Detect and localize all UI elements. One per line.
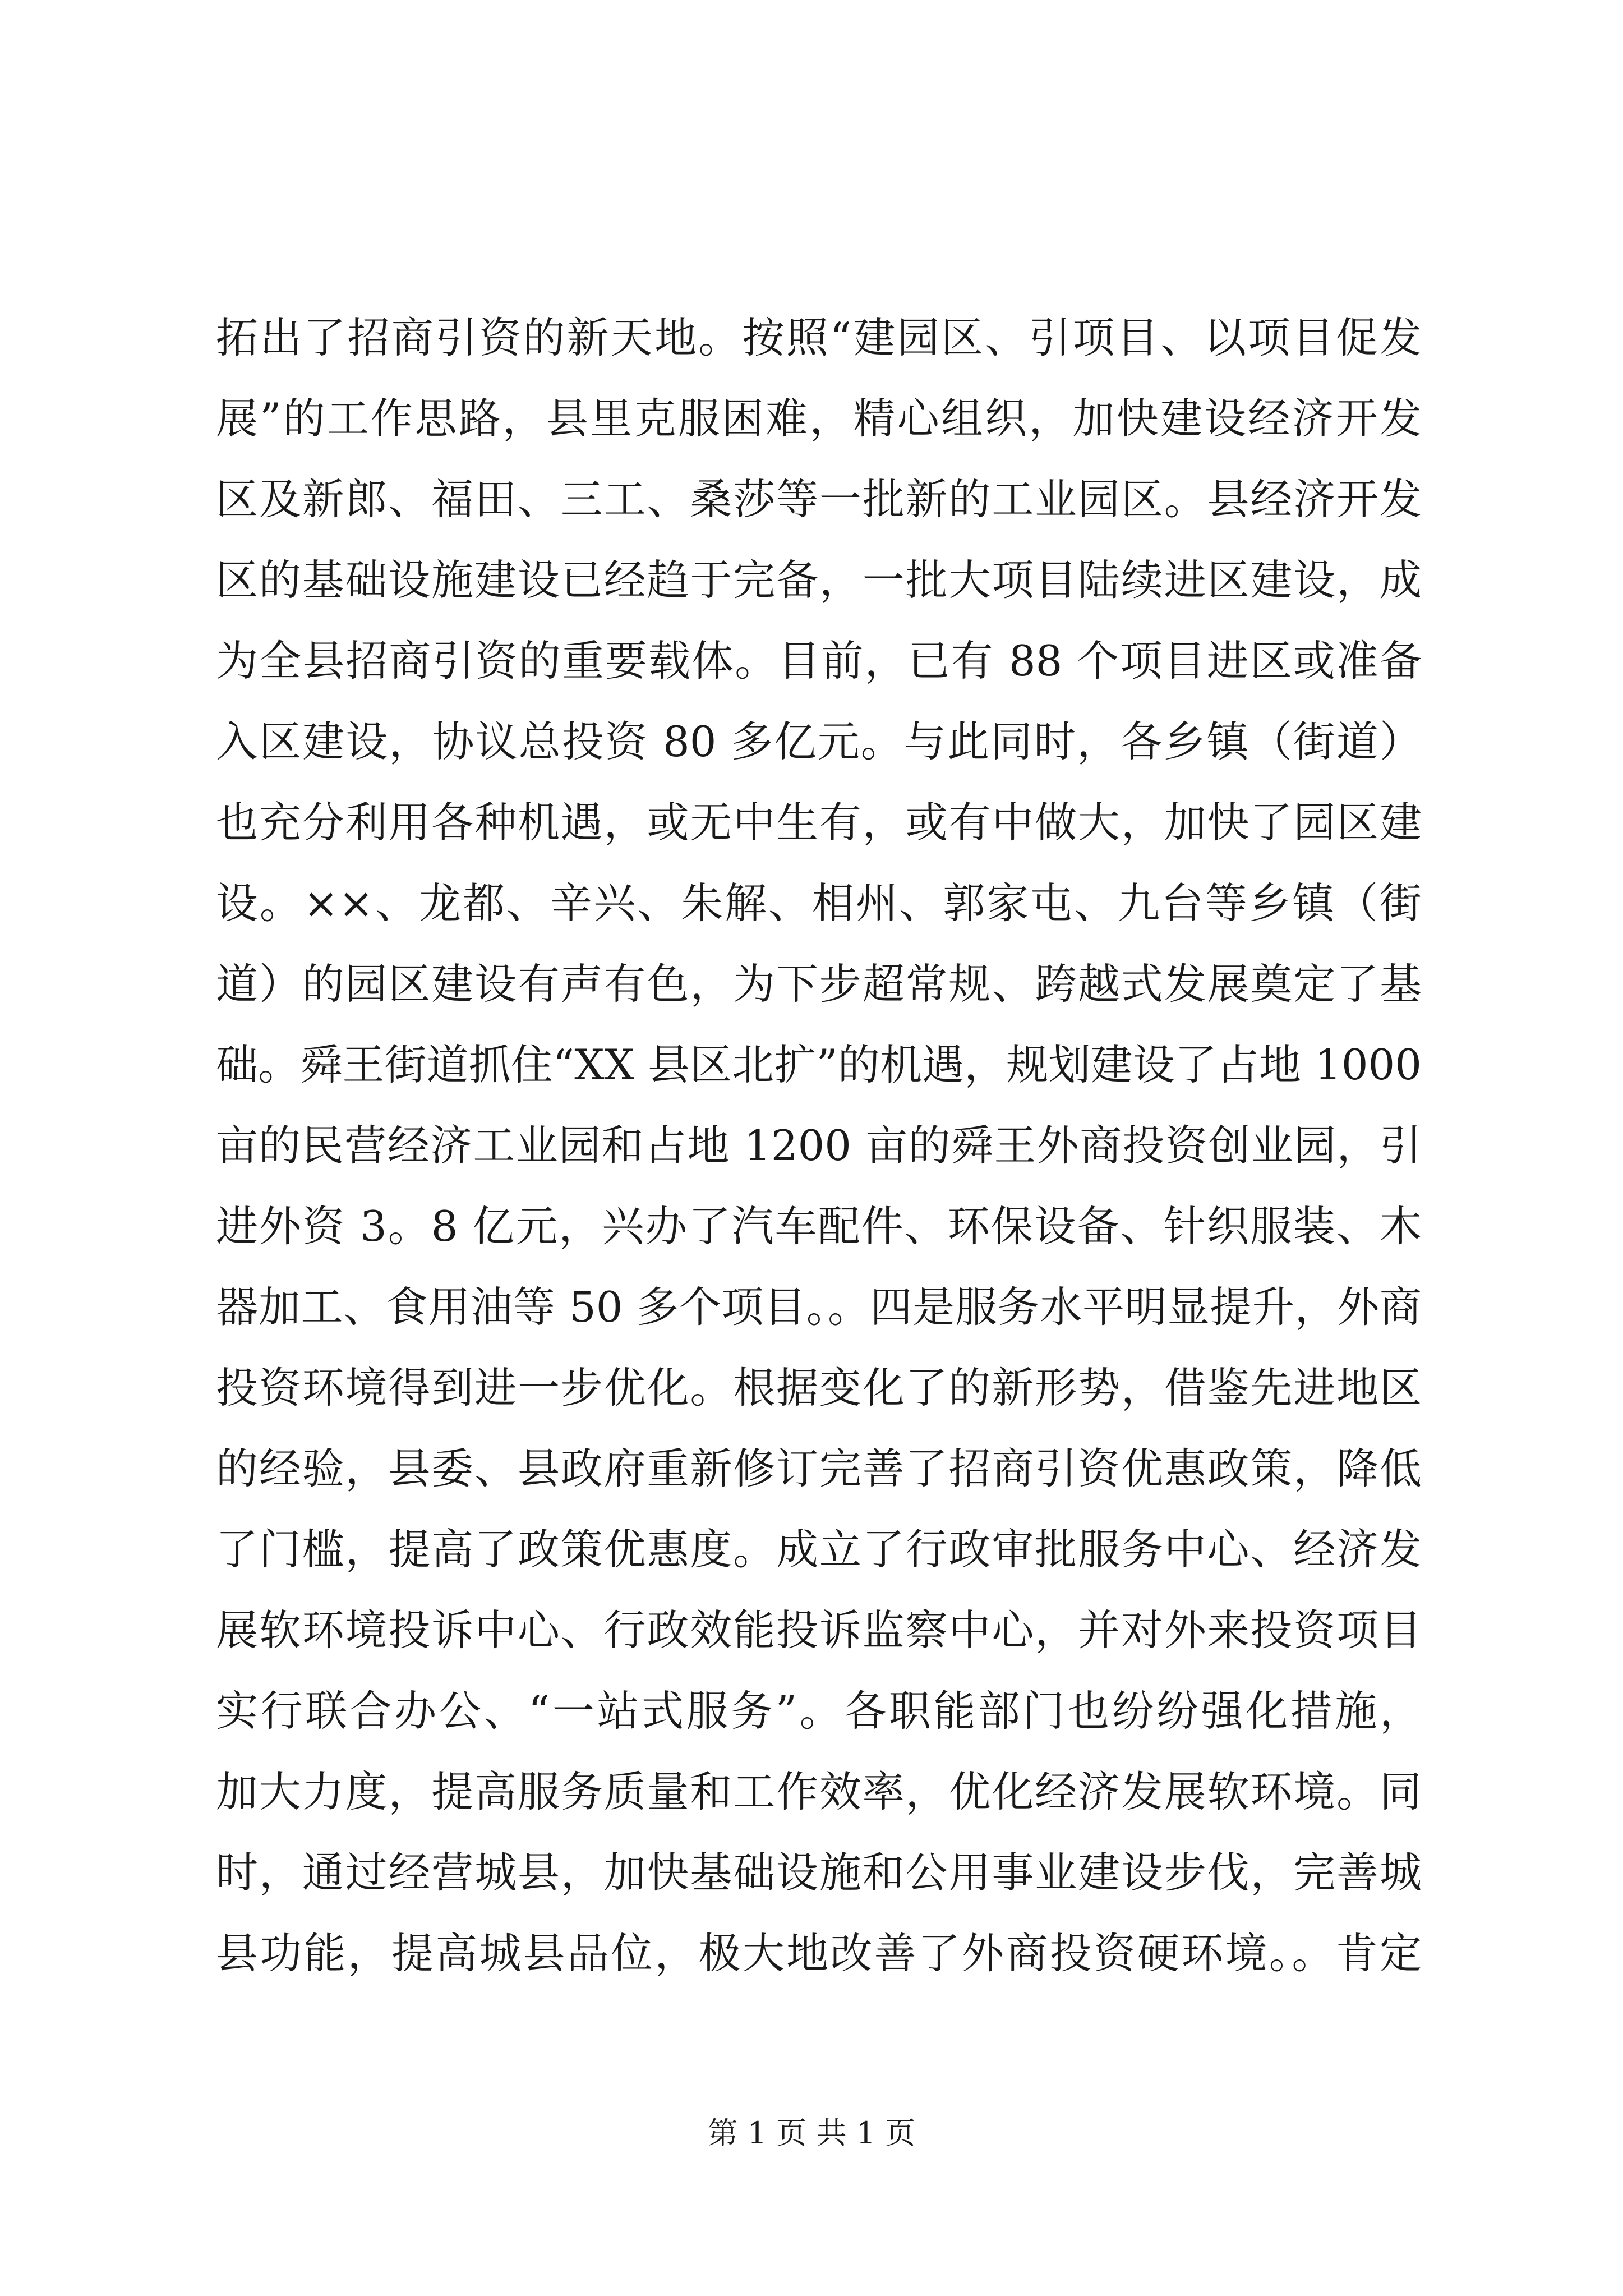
text-line: 础。舜王街道抓住“XX 县区北扩”的机遇，规划建设了占地 1000 <box>216 1040 1422 1089</box>
text-line: 展软环境投诉中心、行政效能投诉监察中心，并对外来投资项目 <box>216 1605 1422 1655</box>
text-line: 县功能，提高城县品位，极大地改善了外商投资硬环境。。肯定 <box>216 1929 1422 1978</box>
text-line: 时，通过经营城县，加快基础设施和公用事业建设步伐，完善城 <box>216 1848 1422 1897</box>
text-line: 为全县招商引资的重要载体。目前，已有 88 个项目进区或准备 <box>216 636 1422 685</box>
text-line: 拓出了招商引资的新天地。按照“建园区、引项目、以项目促发 <box>216 313 1422 362</box>
text-line: 的经验，县委、县政府重新修订完善了招商引资优惠政策，降低 <box>216 1444 1422 1493</box>
text-line: 区及新郎、福田、三工、桑莎等一批新的工业园区。县经济开发 <box>216 475 1422 524</box>
text-line: 实行联合办公、“一站式服务”。各职能部门也纷纷强化措施， <box>216 1686 1422 1736</box>
text-line: 了门槛，提高了政策优惠度。成立了行政审批服务中心、经济发 <box>216 1525 1422 1574</box>
page-number-footer: 第 1 页 共 1 页 <box>707 2115 916 2151</box>
text-line: 加大力度，提高服务质量和工作效率，优化经济发展软环境。同 <box>216 1767 1422 1816</box>
text-line: 设。××、龙都、辛兴、朱解、相州、郭家屯、九台等乡镇（街 <box>216 878 1422 928</box>
text-line: 区的基础设施建设已经趋于完备，一批大项目陆续进区建设，成 <box>216 555 1422 605</box>
text-line: 道）的园区建设有声有色，为下步超常规、跨越式发展奠定了基 <box>216 959 1422 1009</box>
text-line: 器加工、食用油等 50 多个项目。。四是服务水平明显提升，外商 <box>216 1282 1422 1332</box>
text-line: 入区建设，协议总投资 80 多亿元。与此同时，各乡镇（街道） <box>216 717 1422 766</box>
text-line: 展”的工作思路，县里克服困难，精心组织，加快建设经济开发 <box>216 394 1422 443</box>
text-line: 亩的民营经济工业园和占地 1200 亩的舜王外商投资创业园，引 <box>216 1121 1422 1170</box>
text-line: 也充分利用各种机遇，或无中生有，或有中做大，加快了园区建 <box>216 798 1422 847</box>
body-text <box>216 297 1422 1994</box>
text-line: 投资环境得到进一步优化。根据变化了的新形势，借鉴先进地区 <box>216 1363 1422 1412</box>
text-line: 进外资 3。8 亿元，兴办了汽车配件、环保设备、针织服装、木 <box>216 1202 1422 1251</box>
